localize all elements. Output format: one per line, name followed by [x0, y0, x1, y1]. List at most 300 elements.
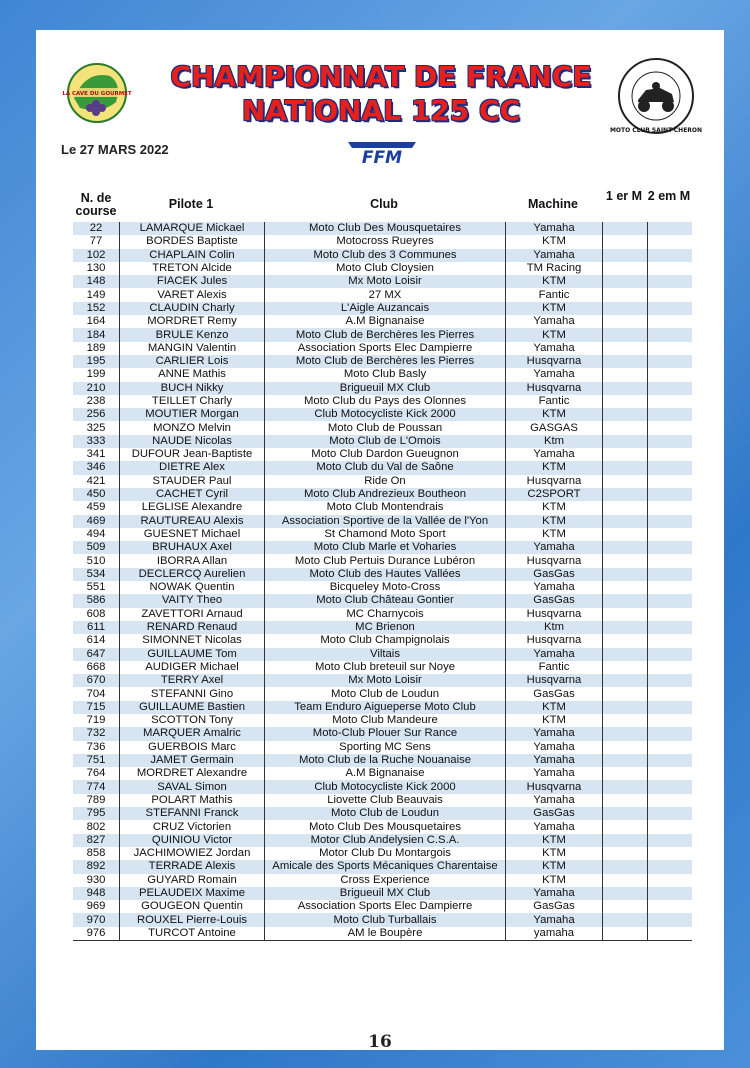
table-row [73, 820, 692, 833]
cell-num: 930 [73, 874, 120, 887]
cell-machine: Yamaha [506, 794, 603, 807]
cell-machine: KTM [506, 701, 603, 714]
moto-club-saint-cheron-logo [609, 56, 703, 136]
cell-m2 [648, 368, 693, 381]
cell-num: 704 [73, 687, 120, 700]
table-row [73, 687, 692, 700]
table-row [73, 874, 692, 887]
cell-club: Moto Club des Hautes Vallées [265, 568, 506, 581]
cell-num: 802 [73, 820, 120, 833]
cell-m2 [648, 501, 693, 514]
cell-m1 [603, 847, 648, 860]
cell-m2 [648, 395, 693, 408]
ffm-logo-text: FFM [361, 148, 403, 168]
page-number: 16 [368, 1032, 392, 1052]
cell-pilote: MONZO Melvin [120, 421, 265, 434]
cell-num: 774 [73, 780, 120, 793]
cell-m1 [603, 834, 648, 847]
cell-pilote: GUESNET Michael [120, 528, 265, 541]
title-line-1: CHAMPIONNAT DE FRANCE [170, 60, 592, 93]
cell-m1 [603, 687, 648, 700]
cell-m1 [603, 780, 648, 793]
cell-pilote: MORDRET Alexandre [120, 767, 265, 780]
col-header-pilote: Pilote 1 [168, 197, 214, 211]
event-date: Le 27 MARS 2022 [61, 142, 169, 157]
cell-pilote: ROUXEL Pierre-Louis [120, 913, 265, 926]
cell-num: 551 [73, 581, 120, 594]
cell-m2 [648, 328, 693, 341]
cell-num: 149 [73, 288, 120, 301]
cell-m2 [648, 554, 693, 567]
table-row [73, 900, 692, 913]
cell-machine: Ktm [506, 621, 603, 634]
cell-m1 [603, 408, 648, 421]
cell-pilote: BRUHAUX Axel [120, 541, 265, 554]
cell-pilote: DUFOUR Jean-Baptiste [120, 448, 265, 461]
cell-m2 [648, 913, 693, 926]
cell-num: 670 [73, 674, 120, 687]
cell-m1 [603, 714, 648, 727]
cell-m1 [603, 701, 648, 714]
cell-pilote: MANGIN Valentin [120, 342, 265, 355]
cell-pilote: ANNE Mathis [120, 368, 265, 381]
cell-machine: yamaha [506, 927, 603, 941]
cell-num: 668 [73, 661, 120, 674]
cell-m1 [603, 302, 648, 315]
cell-num: 614 [73, 634, 120, 647]
cell-m1 [603, 421, 648, 434]
cell-num: 969 [73, 900, 120, 913]
table-row [73, 461, 692, 474]
cell-pilote: STAUDER Paul [120, 475, 265, 488]
cell-pilote: BORDES Baptiste [120, 235, 265, 248]
cell-num: 608 [73, 608, 120, 621]
cell-pilote: CACHET Cyril [120, 488, 265, 501]
cell-m1 [603, 860, 648, 873]
cell-m1 [603, 568, 648, 581]
cell-machine: Husqvarna [506, 608, 603, 621]
table-row [73, 674, 692, 687]
table-row [73, 448, 692, 461]
cell-pilote: CRUZ Victorien [120, 820, 265, 833]
cell-m2 [648, 900, 693, 913]
cell-pilote: CARLIER Lois [120, 355, 265, 368]
table-row [73, 568, 692, 581]
cell-num: 764 [73, 767, 120, 780]
cell-club: L'Aigle Auzancais [265, 302, 506, 315]
cell-pilote: RAUTUREAU Alexis [120, 515, 265, 528]
cell-pilote: GUILLAUME Bastien [120, 701, 265, 714]
cell-club: Moto Club Champignolais [265, 634, 506, 647]
cell-pilote: AUDIGER Michael [120, 661, 265, 674]
cell-num: 341 [73, 448, 120, 461]
cell-machine: Yamaha [506, 342, 603, 355]
cell-m2 [648, 488, 693, 501]
cell-m2 [648, 834, 693, 847]
entries-table [73, 189, 692, 941]
cell-m2 [648, 874, 693, 887]
cell-machine: C2SPORT [506, 488, 603, 501]
cell-num: 789 [73, 794, 120, 807]
cell-m1 [603, 262, 648, 275]
cell-pilote: GOUGEON Quentin [120, 900, 265, 913]
cell-club: Moto Club de Loudun [265, 807, 506, 820]
cell-pilote: TEILLET Charly [120, 395, 265, 408]
cell-pilote: TERRY Axel [120, 674, 265, 687]
table-row [73, 767, 692, 780]
cell-m1 [603, 820, 648, 833]
cell-club: Association Sports Elec Dampierre [265, 900, 506, 913]
cell-club: Moto Club Château Gontier [265, 594, 506, 607]
cell-m2 [648, 594, 693, 607]
cell-pilote: MOUTIER Morgan [120, 408, 265, 421]
cell-machine: KTM [506, 847, 603, 860]
cell-m1 [603, 368, 648, 381]
cell-club: Moto Club Montendrais [265, 501, 506, 514]
cell-club: Association Sportive de la Vallée de l'Yon [265, 515, 506, 528]
cell-pilote: LEGLISE Alexandre [120, 501, 265, 514]
cell-m2 [648, 475, 693, 488]
cell-m1 [603, 328, 648, 341]
cell-pilote: QUINIOU Victor [120, 834, 265, 847]
cell-m2 [648, 714, 693, 727]
cell-m2 [648, 421, 693, 434]
cell-num: 164 [73, 315, 120, 328]
table-row [73, 780, 692, 793]
cell-num: 827 [73, 834, 120, 847]
cell-num: 976 [73, 927, 120, 941]
cell-num: 970 [73, 913, 120, 926]
cell-club: Moto Club Dardon Gueugnon [265, 448, 506, 461]
cell-m1 [603, 727, 648, 740]
cell-club: Moto Club Turballais [265, 913, 506, 926]
cell-m2 [648, 687, 693, 700]
cell-m1 [603, 461, 648, 474]
cell-num: 421 [73, 475, 120, 488]
cell-m2 [648, 741, 693, 754]
cell-machine: Husqvarna [506, 780, 603, 793]
table-row [73, 342, 692, 355]
cell-m2 [648, 408, 693, 421]
cell-m2 [648, 608, 693, 621]
cell-club: Amicale des Sports Mécaniques Charentaise [265, 860, 506, 873]
cell-m2 [648, 262, 693, 275]
cell-club: MC Brienon [265, 621, 506, 634]
table-row [73, 913, 692, 926]
cell-club: Moto Club breteuil sur Noye [265, 661, 506, 674]
table-row [73, 727, 692, 740]
cell-machine: Husqvarna [506, 355, 603, 368]
cell-m1 [603, 874, 648, 887]
cell-m1 [603, 887, 648, 900]
cell-m2 [648, 767, 693, 780]
cell-m1 [603, 528, 648, 541]
cell-club: Moto Club Marle et Voharies [265, 541, 506, 554]
table-row [73, 714, 692, 727]
table-row [73, 275, 692, 288]
cell-num: 195 [73, 355, 120, 368]
cell-machine: Yamaha [506, 648, 603, 661]
cell-club: Club Motocycliste Kick 2000 [265, 780, 506, 793]
cell-m2 [648, 528, 693, 541]
cell-machine: Fantic [506, 395, 603, 408]
cell-num: 102 [73, 249, 120, 262]
cell-pilote: MORDRET Remy [120, 315, 265, 328]
cell-m1 [603, 355, 648, 368]
table-row [73, 421, 692, 434]
cell-club: Cross Experience [265, 874, 506, 887]
table-row [73, 488, 692, 501]
logo-right-text: MOTO CLUB SAINT-CHERON [609, 127, 703, 134]
cell-m1 [603, 634, 648, 647]
cell-m2 [648, 581, 693, 594]
document-page [36, 30, 724, 1050]
cell-pilote: STEFANNI Gino [120, 687, 265, 700]
cell-machine: Yamaha [506, 727, 603, 740]
cell-club: A.M Bignanaise [265, 315, 506, 328]
cell-pilote: CHAPLAIN Colin [120, 249, 265, 262]
cell-m1 [603, 475, 648, 488]
cell-club: Moto Club Mandeure [265, 714, 506, 727]
cell-pilote: GUERBOIS Marc [120, 741, 265, 754]
cell-machine: Yamaha [506, 767, 603, 780]
cell-pilote: NOWAK Quentin [120, 581, 265, 594]
cell-num: 509 [73, 541, 120, 554]
cell-pilote: TRETON Alcide [120, 262, 265, 275]
logo-left-text: LA CAVE DU GOURMET [62, 91, 132, 97]
cell-machine: KTM [506, 461, 603, 474]
cell-m2 [648, 794, 693, 807]
cell-m2 [648, 860, 693, 873]
entries-table-body [73, 222, 692, 941]
cell-machine: KTM [506, 328, 603, 341]
table-row [73, 288, 692, 301]
cell-m1 [603, 648, 648, 661]
table-row [73, 847, 692, 860]
cave-du-gourmet-logo [62, 62, 132, 124]
cell-club: Team Enduro Aigueperse Moto Club [265, 701, 506, 714]
cell-club: Moto Club de la Ruche Nouanaise [265, 754, 506, 767]
cell-m2 [648, 927, 693, 941]
cell-pilote: RENARD Renaud [120, 621, 265, 634]
cell-m2 [648, 780, 693, 793]
cell-num: 256 [73, 408, 120, 421]
table-row [73, 222, 692, 235]
cell-m1 [603, 807, 648, 820]
cell-machine: KTM [506, 302, 603, 315]
table-row [73, 262, 692, 275]
cell-m1 [603, 315, 648, 328]
cell-machine: Yamaha [506, 315, 603, 328]
cell-club: A.M Bignanaise [265, 767, 506, 780]
cell-num: 22 [73, 222, 120, 235]
cell-club: Moto-Club Plouer Sur Rance [265, 727, 506, 740]
cell-m2 [648, 435, 693, 448]
table-row [73, 302, 692, 315]
table-row [73, 235, 692, 248]
cell-m1 [603, 435, 648, 448]
table-row [73, 395, 692, 408]
cell-m1 [603, 927, 648, 941]
cell-num: 333 [73, 435, 120, 448]
col-header-m1: 1 er M [605, 189, 643, 203]
cell-m1 [603, 541, 648, 554]
cell-m2 [648, 515, 693, 528]
table-row [73, 661, 692, 674]
cell-club: Moto Club de Berchères les Pierres [265, 355, 506, 368]
cell-pilote: BUCH Nikky [120, 382, 265, 395]
cell-num: 715 [73, 701, 120, 714]
cell-m2 [648, 807, 693, 820]
cell-num: 189 [73, 342, 120, 355]
cell-machine: Yamaha [506, 741, 603, 754]
cell-machine: Husqvarna [506, 475, 603, 488]
cell-m1 [603, 674, 648, 687]
cell-machine: Yamaha [506, 887, 603, 900]
cell-num: 719 [73, 714, 120, 727]
cell-pilote: SIMONNET Nicolas [120, 634, 265, 647]
cell-club: Ride On [265, 475, 506, 488]
table-row [73, 408, 692, 421]
page-title [136, 60, 626, 128]
table-row [73, 249, 692, 262]
cell-m2 [648, 235, 693, 248]
cell-machine: Husqvarna [506, 554, 603, 567]
table-row [73, 554, 692, 567]
cell-m2 [648, 568, 693, 581]
cell-club: Moto Club Basly [265, 368, 506, 381]
col-header-m2: 2 em M [647, 189, 691, 203]
table-row [73, 608, 692, 621]
cell-club: Moto Club de L'Omois [265, 435, 506, 448]
table-row [73, 634, 692, 647]
cell-machine: KTM [506, 235, 603, 248]
table-row [73, 475, 692, 488]
table-row [73, 927, 692, 941]
cell-num: 534 [73, 568, 120, 581]
cell-pilote: CLAUDIN Charly [120, 302, 265, 315]
cell-m1 [603, 913, 648, 926]
table-row [73, 887, 692, 900]
table-row [73, 648, 692, 661]
cell-pilote: JACHIMOWIEZ Jordan [120, 847, 265, 860]
cell-machine: Fantic [506, 661, 603, 674]
cell-num: 130 [73, 262, 120, 275]
cell-club: Brigueuil MX Club [265, 887, 506, 900]
cell-m2 [648, 634, 693, 647]
cell-machine: TM Racing [506, 262, 603, 275]
cell-machine: Yamaha [506, 222, 603, 235]
cell-pilote: SAVAL Simon [120, 780, 265, 793]
cell-m2 [648, 315, 693, 328]
cell-num: 450 [73, 488, 120, 501]
cell-m1 [603, 767, 648, 780]
title-line-2: NATIONAL 125 CC [241, 94, 521, 127]
cell-num: 858 [73, 847, 120, 860]
cell-m1 [603, 661, 648, 674]
cell-num: 751 [73, 754, 120, 767]
header [36, 30, 724, 190]
cell-m1 [603, 222, 648, 235]
table-row [73, 528, 692, 541]
cell-m1 [603, 554, 648, 567]
cell-machine: Yamaha [506, 913, 603, 926]
cell-machine: GasGas [506, 594, 603, 607]
cell-club: Club Motocycliste Kick 2000 [265, 408, 506, 421]
cell-m2 [648, 727, 693, 740]
cell-num: 184 [73, 328, 120, 341]
table-row [73, 368, 692, 381]
cell-club: Motocross Rueyres [265, 235, 506, 248]
cell-num: 199 [73, 368, 120, 381]
cell-club: Moto Club du Val de Saône [265, 461, 506, 474]
table-row [73, 860, 692, 873]
cell-m1 [603, 621, 648, 634]
cell-club: Bicqueley Moto-Cross [265, 581, 506, 594]
cell-num: 611 [73, 621, 120, 634]
cell-m2 [648, 275, 693, 288]
table-row [73, 807, 692, 820]
cell-m2 [648, 461, 693, 474]
cell-m1 [603, 501, 648, 514]
cell-machine: KTM [506, 874, 603, 887]
cell-m2 [648, 382, 693, 395]
cell-club: Moto Club Pertuis Durance Lubéron [265, 554, 506, 567]
cell-m1 [603, 342, 648, 355]
cell-m2 [648, 302, 693, 315]
cell-m1 [603, 448, 648, 461]
table-row [73, 541, 692, 554]
cell-pilote: VAITY Theo [120, 594, 265, 607]
table-row [73, 435, 692, 448]
cell-num: 148 [73, 275, 120, 288]
cell-m2 [648, 249, 693, 262]
cell-machine: KTM [506, 501, 603, 514]
cell-club: 27 MX [265, 288, 506, 301]
col-header-club: Club [370, 197, 398, 211]
cell-m2 [648, 661, 693, 674]
cell-num: 346 [73, 461, 120, 474]
cell-pilote: POLART Mathis [120, 794, 265, 807]
table-row [73, 701, 692, 714]
cell-pilote: STEFANNI Franck [120, 807, 265, 820]
cell-machine: Yamaha [506, 820, 603, 833]
table-row [73, 501, 692, 514]
cell-machine: KTM [506, 408, 603, 421]
cell-num: 494 [73, 528, 120, 541]
cell-club: Mx Moto Loisir [265, 275, 506, 288]
cell-m2 [648, 541, 693, 554]
table-row [73, 581, 692, 594]
cell-machine: KTM [506, 834, 603, 847]
cell-m2 [648, 754, 693, 767]
cell-club: Moto Club des 3 Communes [265, 249, 506, 262]
cell-m1 [603, 608, 648, 621]
cell-club: Moto Club de Berchères les Pierres [265, 328, 506, 341]
cell-club: Association Sports Elec Dampierre [265, 342, 506, 355]
cell-machine: Husqvarna [506, 674, 603, 687]
table-row [73, 794, 692, 807]
cell-machine: GasGas [506, 568, 603, 581]
cell-m1 [603, 594, 648, 607]
cell-pilote: LAMARQUE Mickael [120, 222, 265, 235]
cell-pilote: GUYARD Romain [120, 874, 265, 887]
cell-pilote: NAUDE Nicolas [120, 435, 265, 448]
cell-num: 510 [73, 554, 120, 567]
cell-pilote: TURCOT Antoine [120, 927, 265, 941]
cell-pilote: GUILLAUME Tom [120, 648, 265, 661]
cell-num: 77 [73, 235, 120, 248]
